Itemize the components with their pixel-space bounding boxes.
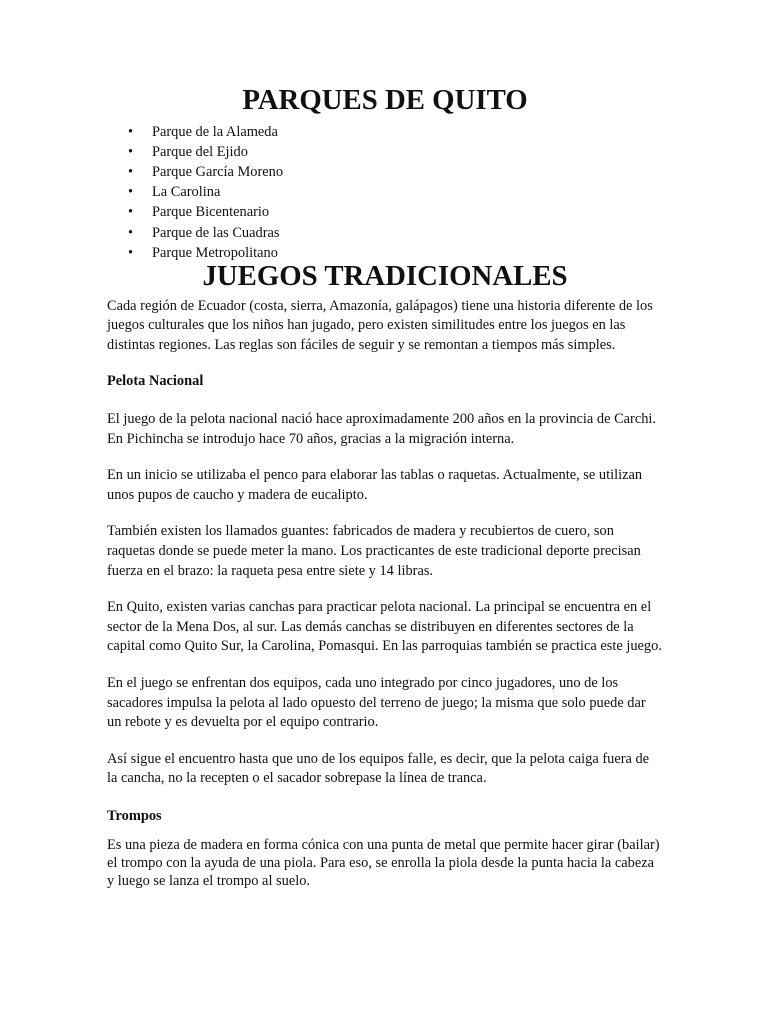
pelota-paragraph: En Quito, existen varias canchas para practicar pelota nacional. La principal se encuentra en el sector de la Mena Dos, al sur. Las demás canchas se distribuyen en diferentes sectores de la capital como Quito Sur, la Carolina, Pomasqui. En las parroquias también se practica este juego. [107,599,662,655]
park-name: Parque de la Alameda [152,123,278,140]
bullet-icon: • [128,244,134,261]
pelota-paragraph: Así sigue el encuentro hasta que uno de los equipos falle, es decir, que la pelota caiga fuera de la cancha, no la recepten o el sacador sobrepase la línea de tranca. [107,750,650,787]
list-item [107,202,663,222]
pelota-heading: Pelota Nacional [107,373,204,390]
bullet-icon: • [128,164,134,180]
park-name: La Carolina [152,184,221,201]
list-item [107,122,663,142]
park-name: Parque de las Cuadras [152,224,280,241]
document-body [107,84,663,907]
intro-paragraph: Cada región de Ecuador (costa, sierra, Amazonía, galápagos) tiene una historia diferente de los juegos culturales que los niños han jugado, pero existen similitudes entre los juegos en las distintas regiones. Las reglas son fáciles de seguir y se remontan a tiempos más simples. [107,297,653,353]
list-item [107,142,663,162]
section-title: JUEGOS TRADICIONALES [202,260,568,293]
bullet-icon: • [128,143,134,160]
bullet-icon: • [128,204,134,221]
pelota-paragraph: En un inicio se utilizaba el penco para elaborar las tablas o raquetas. Actualmente, se utilizan unos pupos de caucho y madera de eucalipto. [107,467,643,503]
park-name: Parque García Moreno [152,164,284,180]
list-item [107,243,663,263]
trompos-paragraph: Es una pieza de madera en forma cónica con una punta de metal que permite hacer girar (bailar) el trompo con la ayuda de una piola. Para eso, se enrolla la piola desde la punta hacia la cabeza y luego se lanza el trompo al suelo. [107,837,660,890]
pelota-paragraph: El juego de la pelota nacional nació hace aproximadamente 200 años en la provincia de Carchi. En Pichincha se introdujo hace 70 años, gracias a la migración interna. [107,410,657,447]
park-name: Parque Bicentenario [152,204,270,221]
bullet-icon: • [128,224,134,241]
parks-list [107,122,663,263]
list-item [107,223,663,243]
list-item [107,162,663,182]
pelota-paragraph: También existen los llamados guantes: fabricados de madera y recubiertos de cuero, son raquetas donde se puede meter la mano. Los practicantes de este tradicional deporte precisan fuerza en el brazo: la raqueta pesa entre siete y 14 libras. [107,523,641,579]
pelota-paragraph: En el juego se enfrentan dos equipos, cada uno integrado por cinco jugadores, uno de los sacadores impulsa la pelota al lado opuesto del terreno de juego; la misma que solo puede dar un rebote y es devuelta por el equipo contrario. [107,674,646,731]
bullet-icon: • [128,184,134,201]
park-name: Parque Metropolitano [152,244,278,261]
page-title: PARQUES DE QUITO [242,84,528,116]
park-name: Parque del Ejido [152,143,248,160]
bullet-icon: • [128,123,134,140]
list-item [107,182,663,202]
trompos-heading: Trompos [107,807,162,824]
